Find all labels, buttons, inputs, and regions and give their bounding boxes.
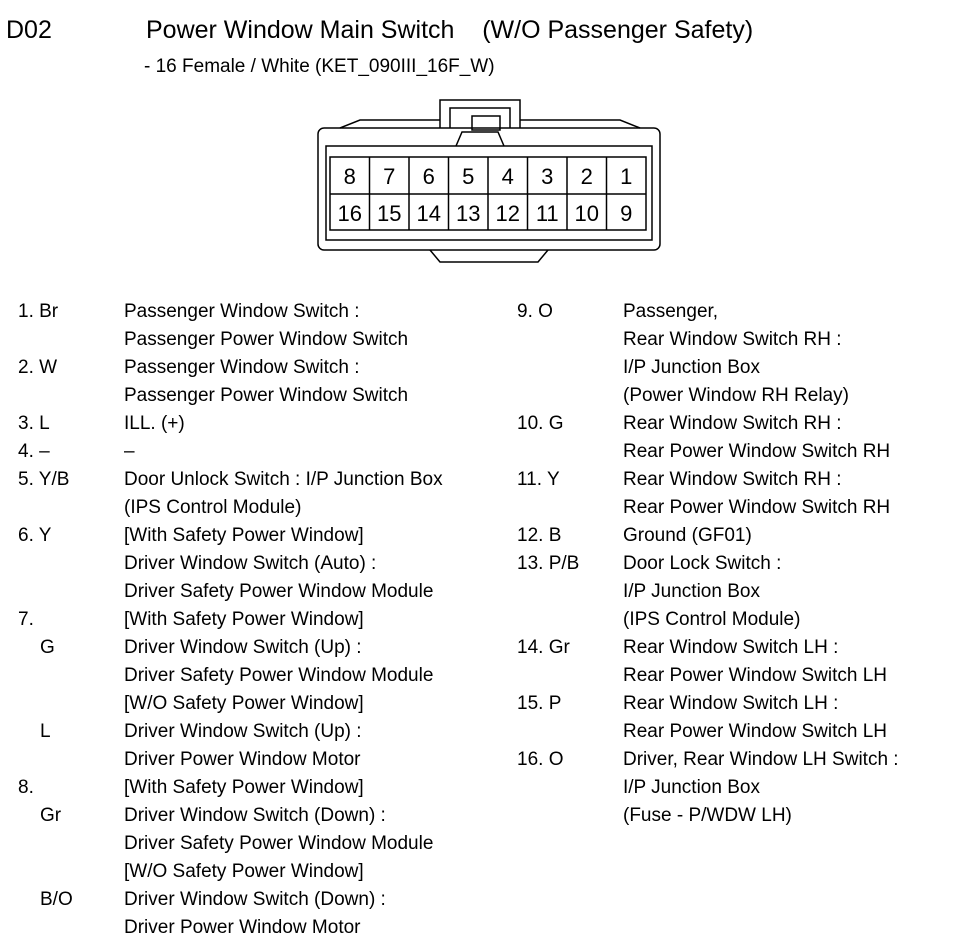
pin-description: (Power Window RH Relay)	[623, 385, 849, 406]
pin-label: L	[40, 721, 51, 742]
connector-latch	[440, 100, 520, 128]
cavity-number: 11	[535, 201, 559, 226]
pin-description: Door Unlock Switch : I/P Junction Box	[124, 469, 443, 490]
pin-description: Rear Window Switch RH :	[623, 413, 842, 434]
cavity-number: 6	[422, 164, 435, 189]
right-pin-list	[517, 298, 972, 938]
pin-description: –	[124, 441, 135, 462]
pin-description: [With Safety Power Window]	[124, 525, 364, 546]
cavity-number: 14	[416, 201, 441, 226]
pin-description: Driver Window Switch (Down) :	[124, 805, 386, 826]
pin-description: Driver Safety Power Window Module	[124, 665, 434, 686]
pin-description: (Fuse - P/WDW LH)	[623, 805, 792, 826]
pin-label: 10. G	[517, 413, 564, 434]
pin-label: 1. Br	[18, 301, 59, 322]
pin-description: (IPS Control Module)	[124, 497, 302, 518]
page-title: Power Window Main Switch (W/O Passenger Safety)	[146, 16, 754, 44]
cavity-number: 2	[580, 164, 593, 189]
pin-description: Driver Window Switch (Up) :	[124, 721, 362, 742]
connector-bottom-tab	[430, 250, 548, 262]
pin-label: 2. W	[18, 357, 58, 378]
pin-label: 7.	[18, 609, 34, 630]
pin-description: Driver Window Switch (Up) :	[124, 637, 362, 658]
pin-description: ILL. (+)	[124, 413, 185, 434]
pin-description: Rear Power Window Switch RH	[623, 497, 891, 518]
pin-description: Rear Window Switch RH :	[623, 469, 842, 490]
pin-description: [W/O Safety Power Window]	[124, 861, 364, 882]
pin-label: 16. O	[517, 749, 564, 770]
pin-label: 13. P/B	[517, 553, 580, 574]
connector-code: D02	[6, 16, 52, 44]
pin-description: I/P Junction Box	[623, 777, 760, 798]
pin-label: 6. Y	[18, 525, 52, 546]
cavity-number: 16	[337, 201, 362, 226]
pin-description: [W/O Safety Power Window]	[124, 693, 364, 714]
pin-description: Driver Window Switch (Auto) :	[124, 553, 377, 574]
pin-description: Door Lock Switch :	[623, 553, 782, 574]
cavity-number: 13	[456, 201, 481, 226]
cavity-number: 1	[620, 164, 633, 189]
pin-description: Rear Window Switch LH :	[623, 693, 839, 714]
pin-description: Driver Safety Power Window Module	[124, 833, 434, 854]
cavity-number: 3	[541, 164, 554, 189]
pin-description: Rear Window Switch LH :	[623, 637, 839, 658]
cavity-number: 7	[383, 164, 396, 189]
cavity-number: 4	[501, 164, 514, 189]
pin-description: Passenger Power Window Switch	[124, 329, 409, 350]
pin-label: G	[40, 637, 55, 658]
cavity-number: 10	[574, 201, 599, 226]
left-pin-list	[18, 298, 508, 938]
pin-description: Rear Power Window Switch LH	[623, 721, 887, 742]
pin-description: I/P Junction Box	[623, 357, 760, 378]
pin-label: 14. Gr	[517, 637, 570, 658]
pin-description: Driver Safety Power Window Module	[124, 581, 434, 602]
pin-description: Driver Power Window Motor	[124, 749, 361, 770]
connector-subtitle: - 16 Female / White (KET_090III_16F_W)	[144, 56, 495, 77]
pin-description: Passenger,	[623, 301, 719, 322]
pin-description: Passenger Window Switch :	[124, 357, 360, 378]
cavity-number: 5	[462, 164, 475, 189]
pin-label: 9. O	[517, 301, 553, 322]
pin-label: 5. Y/B	[18, 469, 70, 490]
connector-inner-frame	[326, 146, 652, 240]
pin-description: Ground (GF01)	[623, 525, 752, 546]
pin-description: Passenger Window Switch :	[124, 301, 360, 322]
pin-description: Driver Power Window Motor	[124, 917, 361, 938]
pin-description: Driver Window Switch (Down) :	[124, 889, 386, 910]
pin-label: 12. B	[517, 525, 562, 546]
pin-description: (IPS Control Module)	[623, 609, 801, 630]
pin-label: Gr	[40, 805, 62, 826]
pin-description: Rear Power Window Switch RH	[623, 441, 891, 462]
pin-description: Passenger Power Window Switch	[124, 385, 409, 406]
pin-description: [With Safety Power Window]	[124, 777, 364, 798]
cavity-number: 8	[343, 164, 356, 189]
pin-label: 3. L	[18, 413, 50, 434]
pin-label: 8.	[18, 777, 34, 798]
pin-label: 15. P	[517, 693, 562, 714]
cavity-number: 9	[620, 201, 633, 226]
pin-label: 4. –	[18, 441, 50, 462]
pin-description: Rear Power Window Switch LH	[623, 665, 887, 686]
pin-description: I/P Junction Box	[623, 581, 760, 602]
pin-description: Rear Window Switch RH :	[623, 329, 842, 350]
cavity-number: 15	[377, 201, 402, 226]
cavity-number: 12	[495, 201, 520, 226]
pin-label: 11. Y	[517, 469, 560, 490]
pin-description: Driver, Rear Window LH Switch :	[623, 749, 899, 770]
pin-label: B/O	[40, 889, 73, 910]
pin-description: [With Safety Power Window]	[124, 609, 364, 630]
